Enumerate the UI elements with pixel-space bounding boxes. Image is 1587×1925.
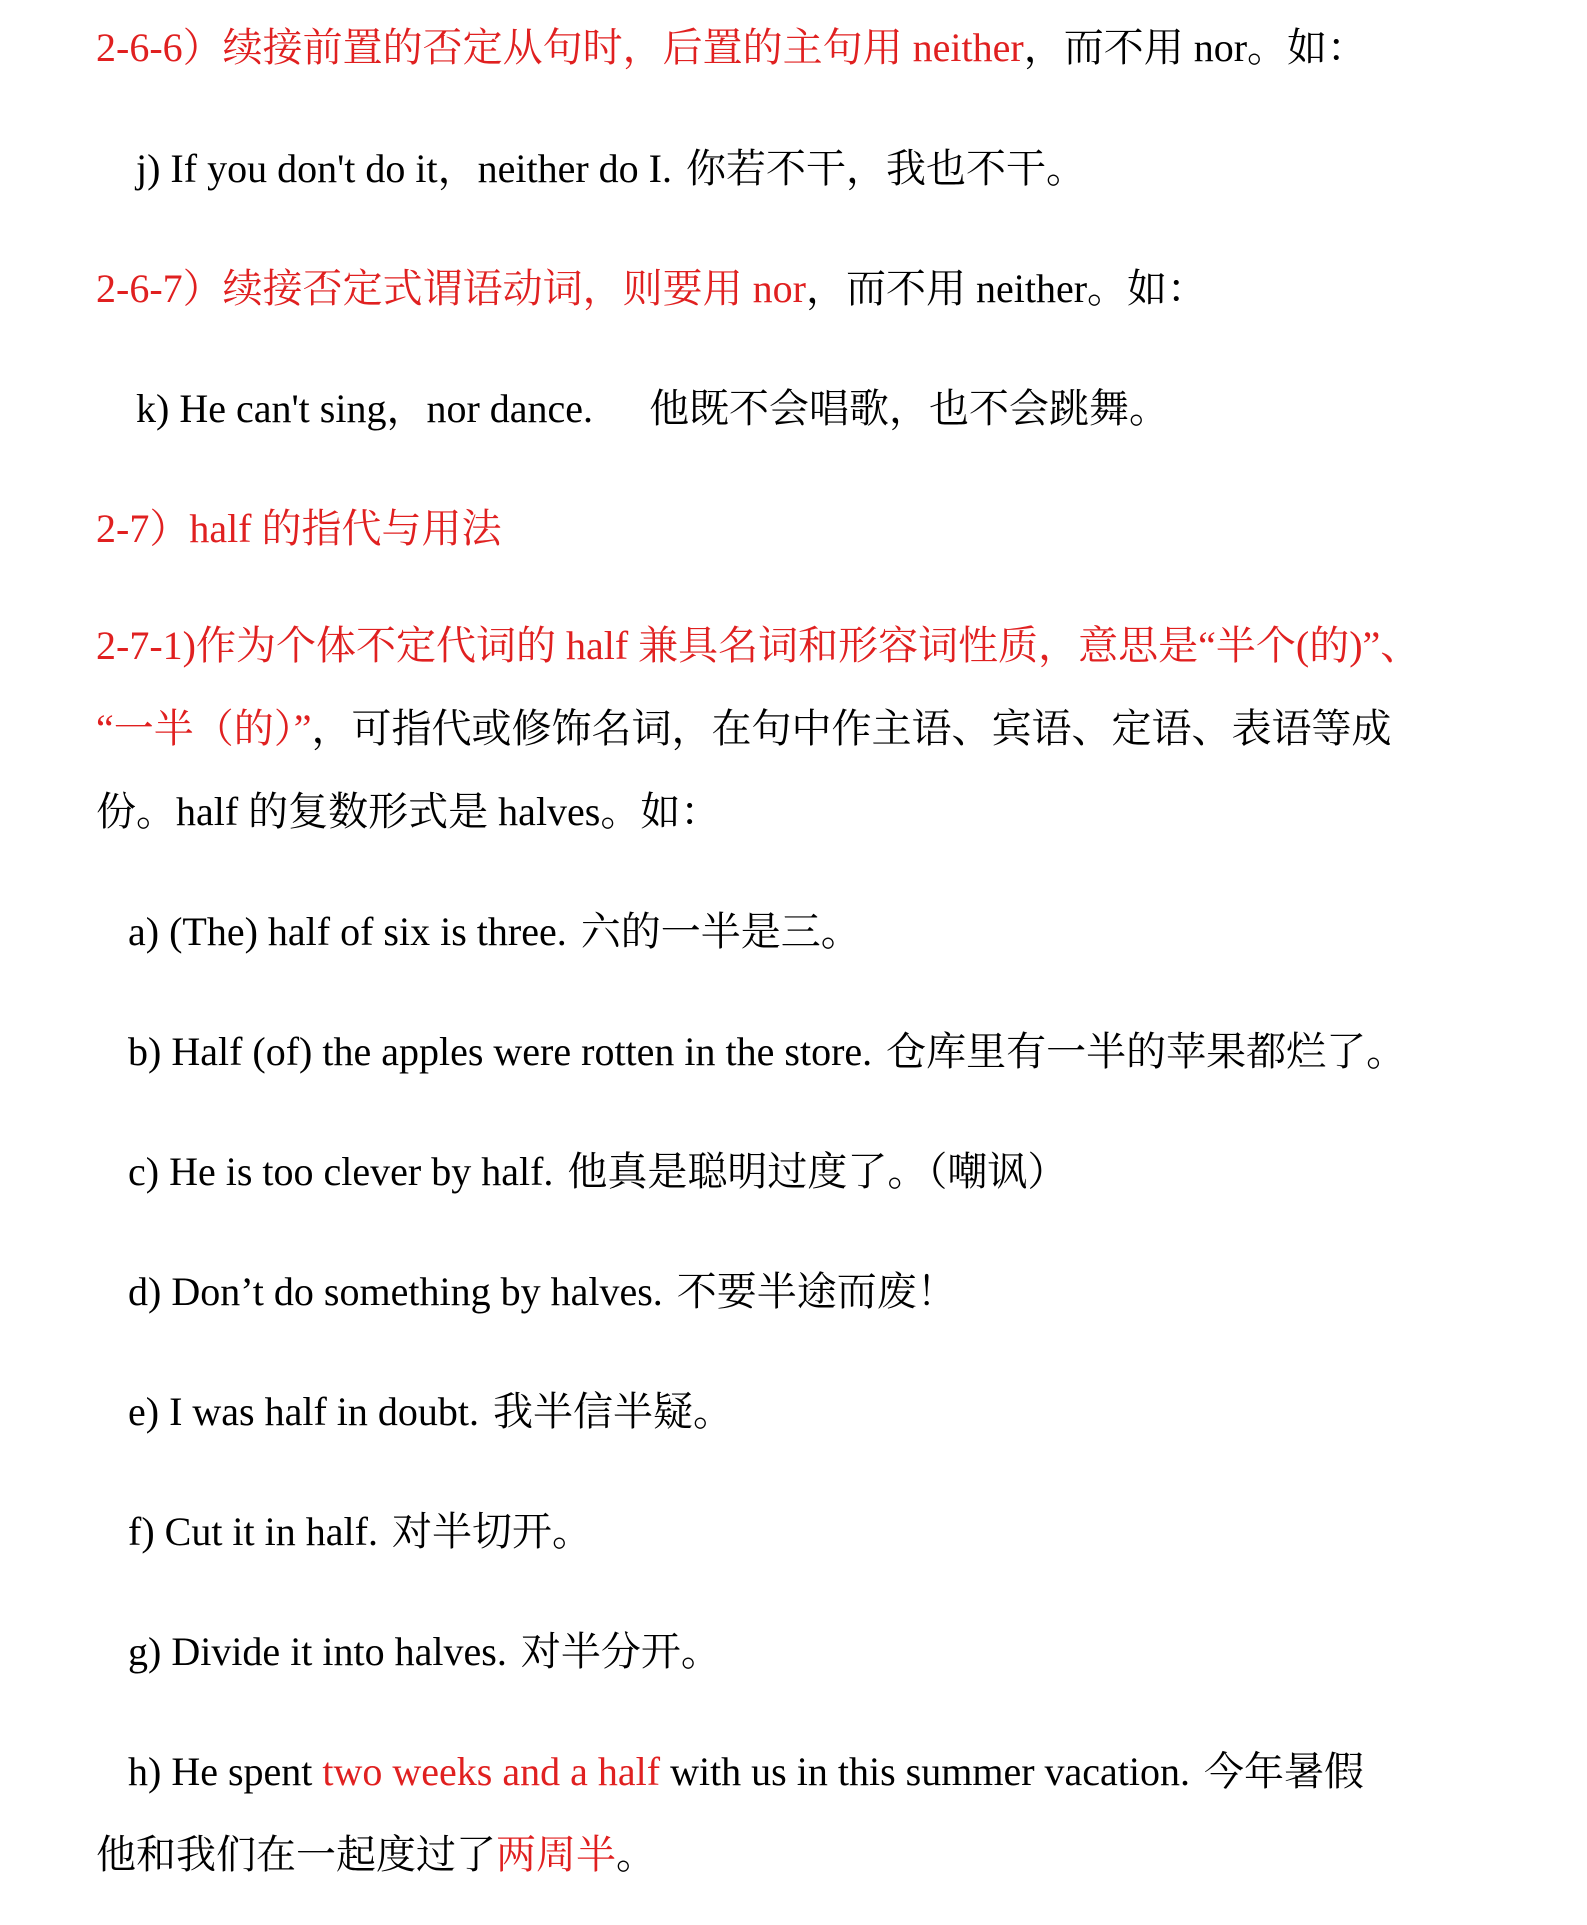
example-chinese-end: 。 <box>616 1832 656 1877</box>
example-highlight: two weeks and a half <box>322 1749 661 1794</box>
example-c <box>128 1148 1067 1196</box>
section-heading-red: 2-6-6）续接前置的否定从句时，后置的主句用 neither <box>96 25 1024 70</box>
example-chinese: 你若不干，我也不干。 <box>686 146 1086 191</box>
example-j <box>136 145 1086 193</box>
example-chinese: 他真是聪明过度了。（嘲讽） <box>567 1149 1068 1194</box>
example-chinese: 对半分开。 <box>520 1629 721 1674</box>
section-heading-red: 2-6-7）续接否定式谓语动词，则要用 nor <box>96 266 806 311</box>
example-chinese: 他既不会唱歌，也不会跳舞。 <box>649 386 1170 431</box>
example-f <box>128 1508 592 1556</box>
example-highlight: 两周半 <box>496 1832 616 1877</box>
example-g <box>128 1628 721 1676</box>
example-chinese: 不要半途而废！ <box>676 1269 957 1314</box>
paragraph-red-quote: “一半（的）” <box>96 706 312 751</box>
example-h-line2 <box>96 1831 656 1879</box>
example-a <box>128 908 861 956</box>
example-chinese: 对半切开。 <box>391 1509 592 1554</box>
section-2-7-1-line2 <box>96 705 1392 753</box>
example-english: g) Divide it into halves. <box>128 1629 507 1674</box>
example-chinese: 仓库里有一半的苹果都烂了。 <box>886 1029 1407 1074</box>
example-b <box>128 1028 1406 1076</box>
example-k <box>136 385 1169 433</box>
section-2-6-7-heading <box>96 265 1207 313</box>
section-2-7-1-line3: 份。half 的复数形式是 halves。如： <box>96 789 721 834</box>
section-2-7-heading: 2-7）half 的指代与用法 <box>96 506 502 551</box>
example-english-rest: with us in this summer vacation. <box>660 1749 1191 1794</box>
example-chinese: 他和我们在一起度过了 <box>96 1832 496 1877</box>
example-english: d) Don’t do something by halves. <box>128 1269 663 1314</box>
section-heading-tail: ，而不用 neither。如： <box>805 266 1208 311</box>
example-chinese: 今年暑假 <box>1204 1749 1365 1794</box>
section-2-7-1-line1: 2-7-1)作为个体不定代词的 half 兼具名词和形容词性质，意思是“半个(的)”、 <box>96 623 1421 668</box>
section-2-6-6-heading <box>96 24 1367 72</box>
example-english: c) He is too clever by half. <box>128 1149 554 1194</box>
example-english: b) Half (of) the apples were rotten in the store. <box>128 1029 873 1074</box>
example-english: a) (The) half of six is three. <box>128 909 567 954</box>
example-english: e) I was half in doubt. <box>128 1389 480 1434</box>
section-heading-tail: ，而不用 nor。如： <box>1023 25 1368 70</box>
example-e <box>128 1388 733 1436</box>
example-english: j) If you don't do it，neither do I. <box>136 146 672 191</box>
example-chinese: 我半信半疑。 <box>493 1389 734 1434</box>
paragraph-text: ，可指代或修饰名词，在句中作主语、宾语、定语、表语等成 <box>311 706 1392 751</box>
example-d <box>128 1268 957 1316</box>
example-chinese: 六的一半是三。 <box>580 909 861 954</box>
example-english: k) He can't sing，nor dance. <box>136 386 594 431</box>
example-english: h) He spent <box>128 1749 323 1794</box>
example-english: f) Cut it in half. <box>128 1509 378 1554</box>
example-h <box>128 1748 1364 1796</box>
